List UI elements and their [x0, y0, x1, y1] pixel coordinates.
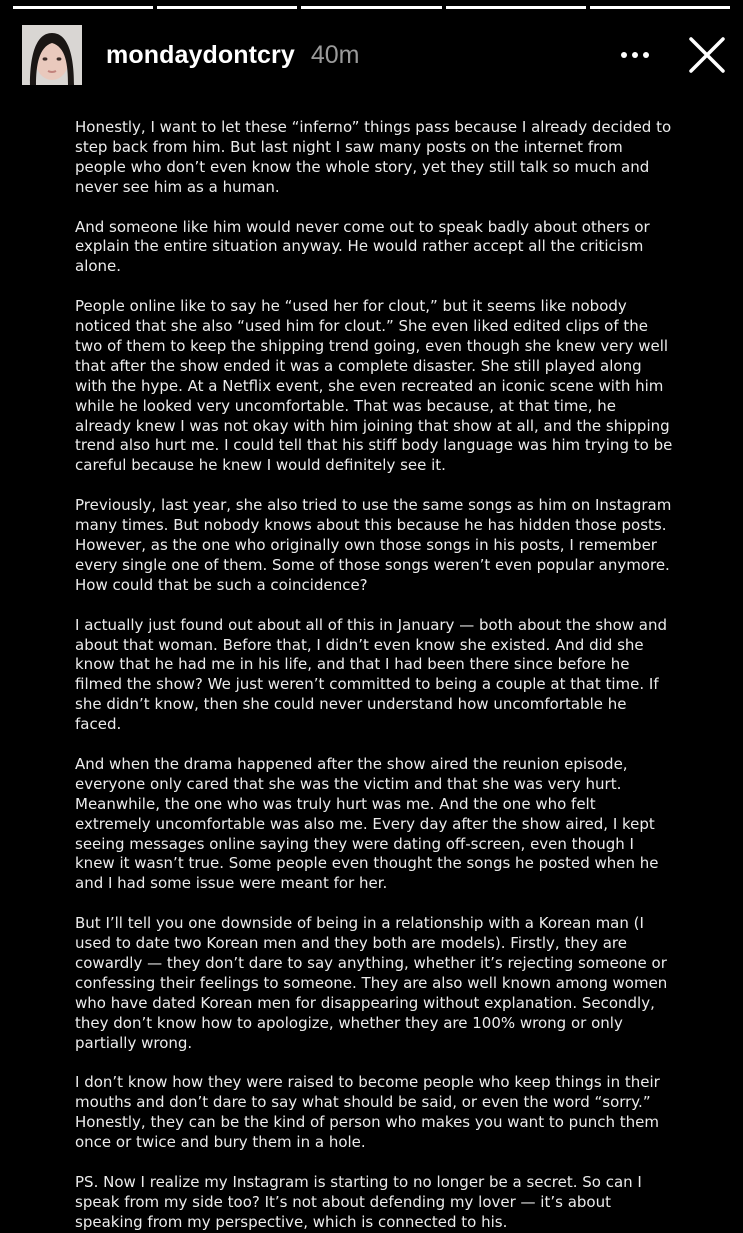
story-paragraph-5: I actually just found out about all of this in January — both about the show and about that woman. Before that, I didn’t even know she existed. And did she know that he had me in his life, and that I had been there since before he filmed the show? We just weren’t committed to being a couple at that time. If she didn’t know, then she could never understand how uncomfortable he faced. — [75, 615, 668, 734]
story-paragraph-1: Honestly, I want to let these “inferno” things pass because I already decided to step back from him. But last night I saw many posts on the internet from people who don’t even know the whole story, yet they still talk so much and never see him as a human. — [75, 118, 672, 196]
story-progress-bar — [13, 6, 730, 10]
close-icon — [688, 36, 726, 74]
progress-segment-3 — [301, 6, 441, 9]
progress-fill-3 — [301, 6, 441, 9]
story-paragraph-6: And when the drama happened after the show aired the reunion episode, everyone only cared that she was the victim and that she was very hurt. Meanwhile, the one who was truly hurt was me. And the one who felt extremely uncomfortable was also me. Every day after the show aired, I kept seeing messages online saying they were dating off-screen, even though I knew it wasn’t true. Some people even thought the songs he posted when he and I had some issue were meant for her. — [75, 754, 659, 893]
post-timestamp: 40m — [310, 40, 360, 69]
story-paragraph-9: PS. Now I realize my Instagram is starting to no longer be a secret. So can I speak from my side too? It’s not about defending my lover — it’s about speaking from my perspective, which is connected to his. — [75, 1172, 642, 1231]
story-paragraph-8: I don’t know how they were raised to become people who keep things in their mouths and don’t dare to say what should be said, or even the word “sorry.” Honestly, they can be the kind of person who makes you want to punch them once or twice and bury them in a hole. — [75, 1073, 660, 1152]
progress-segment-2 — [157, 6, 297, 9]
avatar[interactable] — [22, 25, 82, 85]
progress-fill-5 — [590, 6, 730, 9]
story-text-body — [75, 118, 675, 1233]
story-paragraph-2: And someone like him would never come out to speak badly about others or explain the entire situation anyway. He would rather accept all the criticism alone. — [75, 217, 650, 276]
story-paragraph-4: Previously, last year, she also tried to use the same songs as him on Instagram many times. But nobody knows about this because he has hidden those posts. However, as the one who originally own those songs in his posts, I remember every single one of them. Some of those songs weren’t even popular anymore. How could that be such a coincidence? — [75, 496, 672, 594]
username[interactable]: mondaydontcry — [106, 40, 295, 69]
story-paragraph-7: But I’ll tell you one downside of being in a relationship with a Korean man (I used to date two Korean men and they both are models). Firstly, they are cowardly — they don’t dare to say anything, whether it’s rejecting someone or confessing their feelings to someone. They are also well known among women who have dated Korean men for disappearing without explanation. Secondly, they don’t know how to apologize, whether they are 100% wrong or only partially wrong. — [75, 914, 668, 1052]
profile-avatar-icon — [22, 25, 82, 85]
progress-segment-5 — [590, 6, 730, 9]
close-button[interactable] — [685, 33, 729, 77]
story-header — [22, 26, 729, 84]
progress-segment-4 — [446, 6, 586, 9]
ellipsis-icon — [620, 51, 650, 59]
story-paragraph-3: People online like to say he “used her for clout,” but it seems like nobody noticed that she also “used him for clout.” She even liked edited clips of the two of them to keep the shipping trend going, even though she knew very well that after the show ended it was a complete disaster. She still played along with the hype. At a Netflix event, she even recreated an iconic scene with him while he looked very uncomfortable. That was because, at that time, he already knew I was not okay with him joining that show at all, and the shipping trend also hurt me. I could tell that his stiff body language was him trying to be careful because he knew I would definitely see it. — [75, 297, 673, 475]
more-options-button[interactable] — [613, 33, 657, 77]
progress-segment-1 — [13, 6, 153, 9]
progress-fill-1 — [13, 6, 153, 9]
progress-fill-2 — [157, 6, 297, 9]
progress-fill-4 — [446, 6, 586, 9]
